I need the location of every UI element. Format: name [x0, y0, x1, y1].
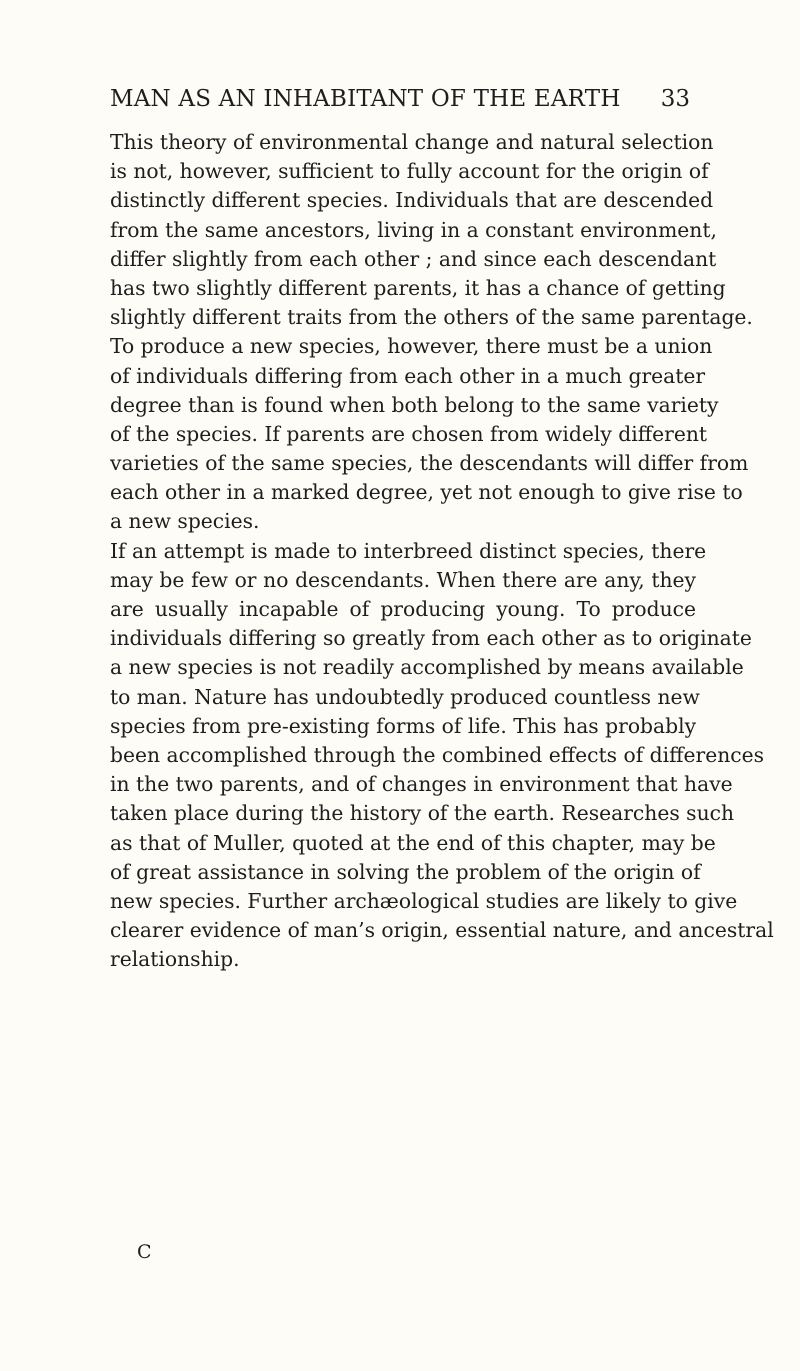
text-line: as that of Muller, quoted at the end of this chapter, may be: [110, 830, 716, 855]
text-line: each other in a marked degree, yet not enough to give rise to: [110, 480, 743, 505]
text-line: distinctly different species. Individuals that are descended: [110, 188, 714, 213]
text-line: been accomplished through the combined effects of differences: [110, 742, 765, 767]
running-title: MAN AS AN INHABITANT OF THE EARTH: [110, 86, 621, 112]
text-line: If an attempt is made to interbreed distinct species, there: [110, 538, 707, 563]
text-line: clearer evidence of man’s origin, essential nature, and ancestral: [110, 918, 774, 943]
running-head: [110, 86, 690, 116]
text-line: differ slightly from each other ; and since each descendant: [110, 246, 717, 271]
text-line: This theory of environmental change and natural selection: [110, 130, 714, 154]
text-line: of the species. If parents are chosen from widely different: [110, 421, 708, 446]
page-number: 33: [660, 86, 690, 112]
text-line: may be few or no descendants. When there are any, they: [110, 567, 696, 592]
text-line: is not, however, sufficient to fully account for the origin of: [110, 159, 709, 184]
text-line: species from pre-existing forms of life. This has probably: [110, 713, 697, 738]
text-line: relationship.: [110, 947, 240, 972]
text-line: new species. Further archæological studies are likely to give: [110, 888, 738, 913]
text-line: degree than is found when both belong to the same variety: [110, 392, 719, 417]
text-line: has two slightly different parents, it has a chance of getting: [110, 275, 726, 300]
text-line: individuals differing so greatly from each other as to originate: [110, 626, 752, 651]
text-line: To produce a new species, however, there must be a union: [110, 334, 713, 359]
text-line: slightly different traits from the others of the same parentage.: [110, 305, 753, 330]
body-text: [110, 128, 774, 974]
text-line: are usually incapable of producing young. To produce: [110, 597, 696, 621]
signature-mark: C: [137, 1241, 152, 1263]
text-line: varieties of the same species, the descendants will differ from: [110, 451, 749, 476]
text-line: taken place during the history of the earth. Researches such: [110, 801, 735, 826]
text-line: in the two parents, and of changes in environment that have: [110, 772, 733, 797]
text-line: of individuals differing from each other in a much greater: [110, 363, 706, 388]
text-line: a new species is not readily accomplished by means available: [110, 655, 744, 680]
text-line: from the same ancestors, living in a constant environment,: [110, 217, 717, 242]
text-line: a new species.: [110, 509, 260, 534]
text-line: of great assistance in solving the problem of the origin of: [110, 859, 701, 884]
text-line: to man. Nature has undoubtedly produced countless new: [110, 684, 700, 709]
